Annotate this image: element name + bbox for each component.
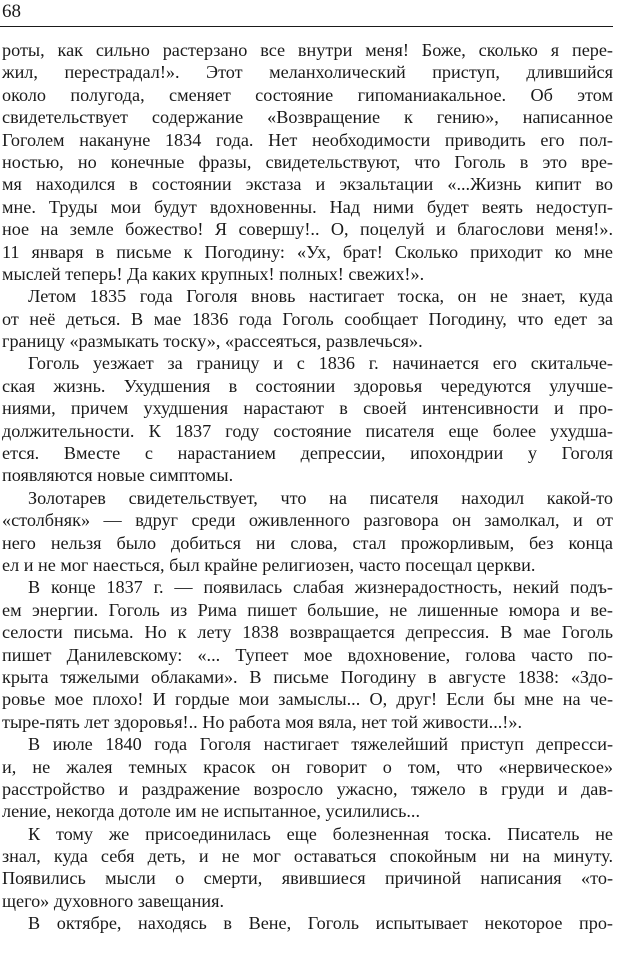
text-line: ное на земле божество! Я совершу!.. О, поцелуй и благослови меня!». <box>2 219 613 240</box>
text-line: ностью, но конечные фразы, свидетельствуют, что Гоголь в это вре- <box>2 151 613 172</box>
text-line: пишет Данилевскому: «... Тупеет мое вдохновение, голова часто по- <box>2 644 613 665</box>
text-line: ская жизнь. Ухудшения в состоянии здоровья чередуются улучше- <box>2 375 613 396</box>
text-line: В конце 1837 г. — появилась слабая жизнерадостность, некий подъ- <box>28 577 613 598</box>
text-line: ниями, причем ухудшения нарастают в своей интенсивности и про- <box>2 398 613 419</box>
text-line: крыта тяжелыми облаками». В письме Погодину в августе 1838: «Здо- <box>2 666 613 687</box>
text-line: мыслей теперь! Да каких крупных! полных! свежих!». <box>2 263 425 284</box>
text-line: В октябре, находясь в Вене, Гоголь испытывает некоторое про- <box>28 913 613 934</box>
text-line: В июле 1840 года Гоголя настигает тяжелейший приступ депресси- <box>28 734 613 755</box>
text-line: «столбняк» — вдруг среди оживленного разговора он замолкал, и от <box>2 510 613 531</box>
text-line: расстройство и раздражение возросло ужасно, тяжело в груди и дав- <box>2 778 613 799</box>
text-line: свидетельствует содержание «Возвращение к гению», написанное <box>2 107 613 128</box>
text-line: около полугода, сменяет состояние гипоманиакальное. Об этом <box>2 84 613 105</box>
text-line: Золотарев свидетельствует, что на писателя находил какой-то <box>28 487 613 508</box>
text-line: К тому же присоединилась еще болезненная тоска. Писатель не <box>28 823 613 844</box>
text-line: Гоголем накануне 1834 года. Нет необходимости приводить его пол- <box>2 129 613 150</box>
text-line: 11 января в письме к Погодину: «Ух, брат! Сколько приходит ко мне <box>2 241 613 262</box>
text-line: знал, куда себя деть, и не мог оставаться спокойным ни на минуту. <box>2 846 613 867</box>
text-line: ел и не мог наесться, был крайне религиозен, часто посещал церкви. <box>2 554 536 575</box>
text-line: должительности. К 1837 году состояние писателя еще более ухудша- <box>2 420 613 441</box>
text-line: мя находился в состоянии экстаза и экзальтации «...Жизнь кипит во <box>2 174 613 195</box>
text-line: появляются новые симптомы. <box>2 465 234 486</box>
text-line: Летом 1835 года Гоголя вновь настигает тоска, он не знает, куда <box>28 286 613 307</box>
text-line: Гоголь уезжает за границу и с 1836 г. начинается его скитальче- <box>28 353 613 374</box>
text-line: ровье мое плохо! И гордые мои замыслы... О, друг! Если бы мне на че- <box>2 689 613 710</box>
text-line: границу «размыкать тоску», «рассеяться, развлечься». <box>2 331 423 352</box>
text-line: жил, перестрадал!». Этот меланхолический приступ, длившийся <box>2 62 613 83</box>
text-line: ление, некогда дотоле им не испытанное, усилились... <box>2 801 421 822</box>
text-line: от неё деться. В мае 1836 года Гоголь сообщает Погодину, что едет за <box>2 308 613 329</box>
text-line: ется. Вместе с нарастанием депрессии, ипохондрии у Гоголя <box>2 443 613 464</box>
text-line: щего» духовного завещания. <box>2 890 224 911</box>
page-number: 68 <box>2 1 21 22</box>
body-text <box>2 39 613 935</box>
text-line: тыре-пять лет здоровья!.. Но работа моя вяла, нет той живости...!». <box>2 711 523 732</box>
text-line: него нельзя было добиться ни слова, стал прожорливым, без конца <box>2 532 613 553</box>
text-line: ем энергии. Гоголь из Рима пишет большие, не лишенные юмора и ве- <box>2 599 613 620</box>
text-line: и, не жалея темных красок он говорит о том, что «нервическое» <box>2 756 613 777</box>
header-rule <box>0 26 613 27</box>
text-line: мне. Труды мои будут вдохновенны. Над ними будет веять недоступ- <box>2 196 613 217</box>
text-line: селости письма. Но к лету 1838 возвращается депрессия. В мае Гоголь <box>2 622 613 643</box>
text-line: Появились мысли о смерти, явившиеся причиной написания «то- <box>2 868 613 889</box>
text-line: роты, как сильно растерзано все внутри меня! Боже, сколько я пере- <box>2 40 613 60</box>
